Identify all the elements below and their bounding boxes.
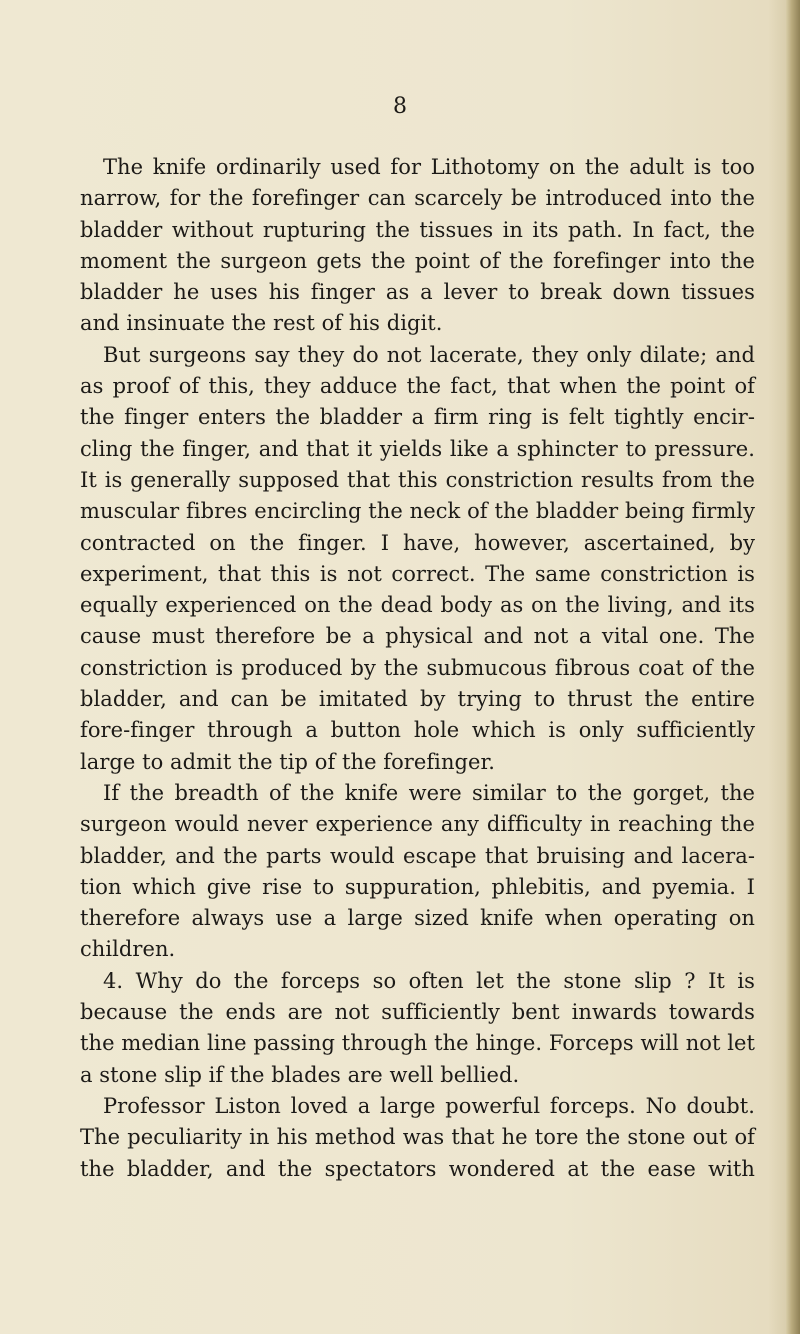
paragraph: 4. Why do the forceps so often let the stone slip ? It is because the ends are not sufficiently bent inwards towards the median line passing through the hinge. Forceps will not let a stone slip if the blades are well bellied.: [80, 968, 755, 1087]
body-text: [80, 152, 755, 1185]
paragraph: The knife ordinarily used for Lithotomy on the adult is too narrow, for the forefinger can scarcely be introduced into the bladder without rupturing the tissues in its path. In fact, the moment the surgeon gets the point of the forefinger into the bladder he uses his finger as a lever to break down tissues and insinuate the rest of his digit.: [80, 155, 755, 336]
paragraph: Professor Liston loved a large powerful forceps. No doubt. The peculiarity in his method was that he tore the stone out of the bladder, and the spectators wondered at the ease with: [80, 1093, 755, 1181]
page-number: 8: [393, 94, 407, 119]
paragraph: If the breadth of the knife were similar to the gorget, the surgeon would never experience any difficulty in reaching the bladder, and the parts would escape that bruising and lacera-tion which give rise to suppuration, phlebitis, and pyemia. I therefore always use a large sized knife when operating on children.: [80, 780, 755, 962]
paragraph: But surgeons say they do not lacerate, they only dilate; and as proof of this, they adduce the fact, that when the point of the finger enters the bladder a firm ring is felt tightly encir-cling the finger, and that it yields like a sphincter to pressure. It is generally supposed that this constriction results from the muscular fibres encircling the neck of the bladder being firmly contracted on the finger. I have, however, ascertained, by experiment, that this is not correct. The same constriction is equally experienced on the dead body as on the living, and its cause must therefore be a physical and not a vital one. The constriction is produced by the submucous fibrous coat of the bladder, and can be imitated by trying to thrust the entire fore-finger through a button hole which is only sufficiently large to admit the tip of the forefinger.: [80, 342, 755, 774]
page-edge: [786, 0, 800, 1334]
